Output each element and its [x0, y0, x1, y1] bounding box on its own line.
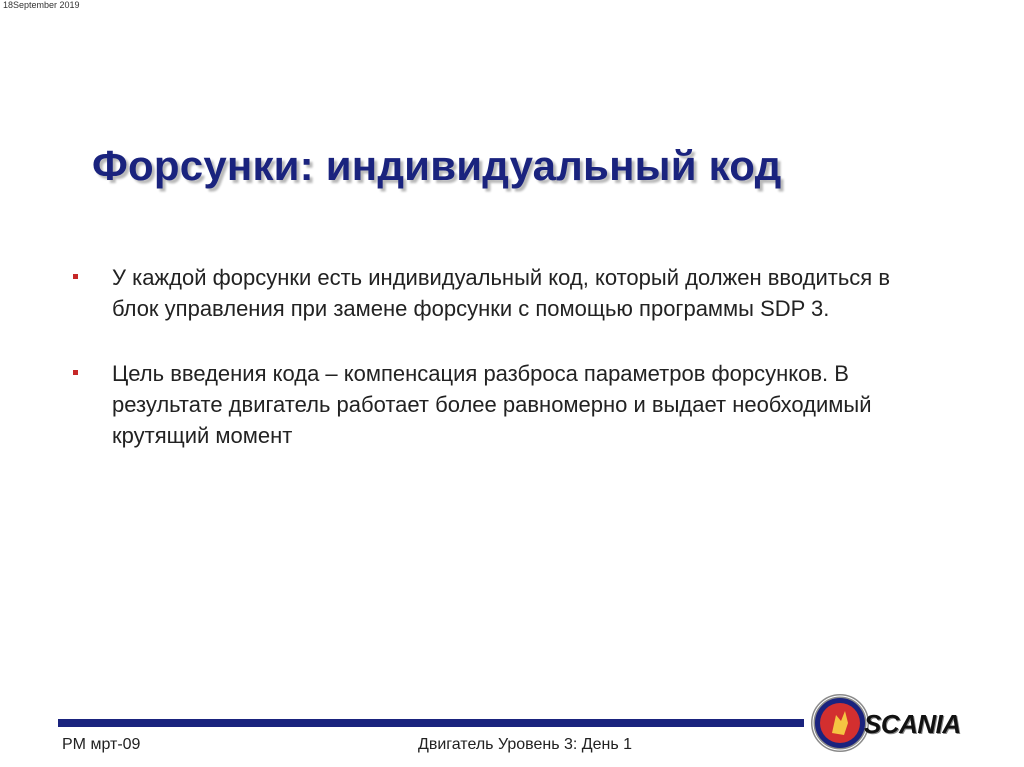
footer-course-title: Двигатель Уровень 3: День 1 [418, 736, 633, 753]
date-stamp: 18September 2019 [3, 0, 80, 10]
bullet-list [70, 262, 900, 485]
scania-logo [810, 693, 990, 753]
bullet-square-icon [73, 370, 78, 375]
footer-doc-code: PM мрт-09 [62, 736, 141, 753]
slide-title: Форсунки: индивидуальный код [92, 142, 782, 189]
bullet-item [70, 358, 900, 451]
bullet-text: Цель введения кода – компенсация разброса параметров форсунков. В результате двигатель работает более равномерно и выдает необходимый крутящий момент [112, 361, 872, 448]
griffin-emblem-icon [810, 693, 870, 753]
bullet-item [70, 262, 900, 324]
brand-wordmark: SCANIA [864, 709, 961, 739]
bullet-square-icon [73, 274, 78, 279]
footer-divider-bar [58, 719, 804, 727]
bullet-text: У каждой форсунки есть индивидуальный код, который должен вводиться в блок управления при замене форсунки с помощью программы SDP 3. [112, 265, 891, 321]
